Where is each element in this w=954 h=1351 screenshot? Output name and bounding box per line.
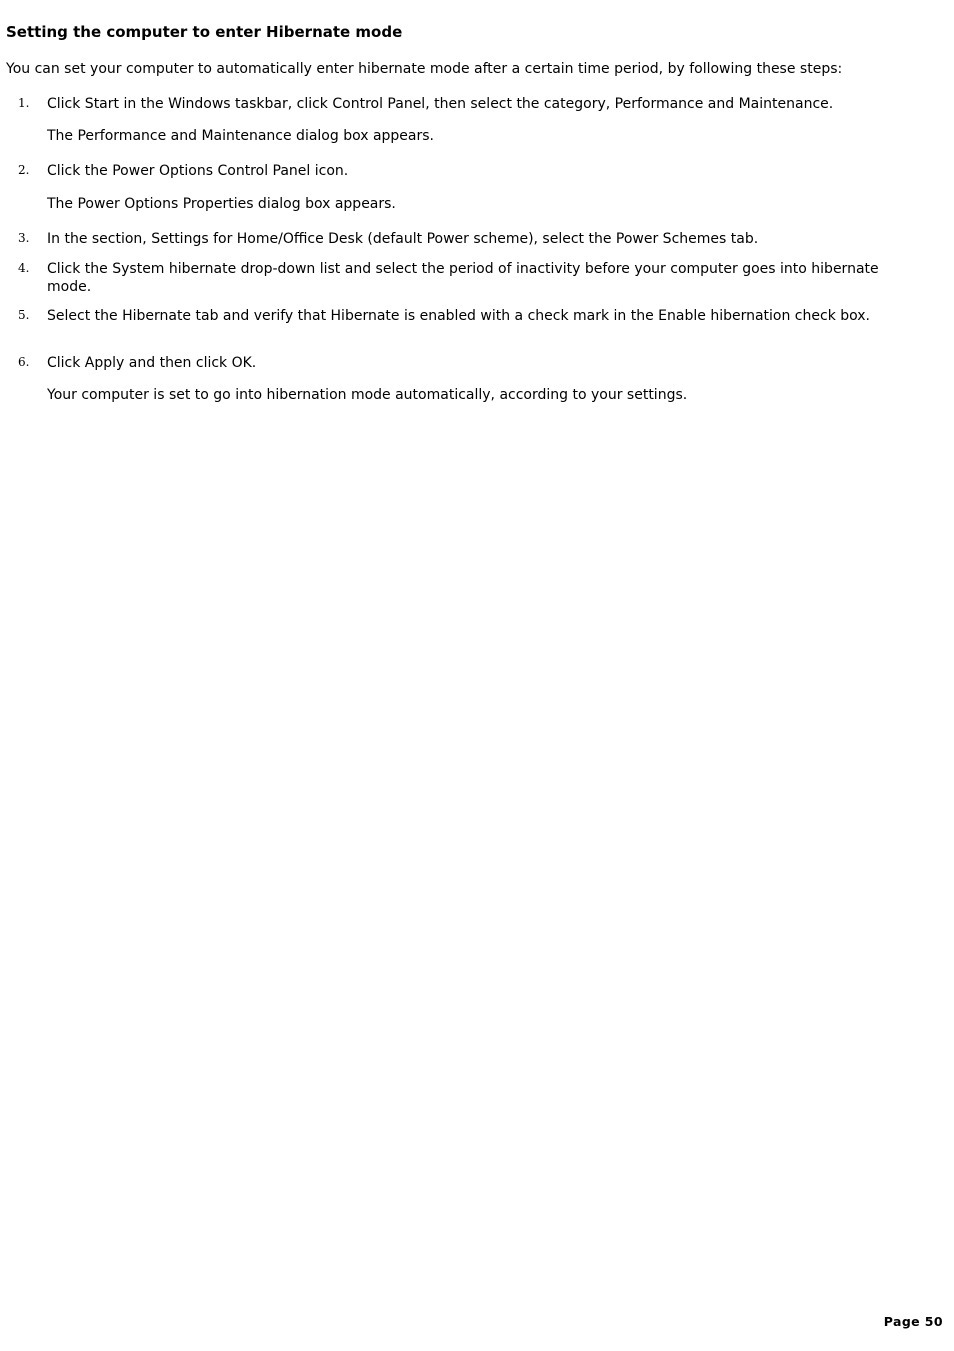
step-text: In the section, Settings for Home/Office Desk (default Power scheme), select the Power Schemes tab. <box>47 231 759 247</box>
page-title: Setting the computer to enter Hibernate mode <box>6 23 403 41</box>
intro-paragraph: You can set your computer to automatically enter hibernate mode after a certain time period, by following these steps: <box>6 61 843 77</box>
step-text: Click Apply and then click OK. <box>47 355 257 371</box>
step-number: 1. <box>18 96 30 110</box>
step-note: The Performance and Maintenance dialog box appears. <box>47 128 435 144</box>
page-number: Page 50 <box>883 1314 943 1329</box>
step-text: Click the Power Options Control Panel icon. <box>47 163 349 179</box>
step-text: Click the System hibernate drop-down list and select the period of inactivity before your computer goes into hibernate mode. <box>47 261 879 295</box>
step-note: Your computer is set to go into hibernation mode automatically, according to your settings. <box>47 387 688 403</box>
step-text: Click Start in the Windows taskbar, click Control Panel, then select the category, Performance and Maintenance. <box>47 96 834 112</box>
step-note: The Power Options Properties dialog box appears. <box>47 196 396 212</box>
step-number: 3. <box>18 231 30 245</box>
step-number: 5. <box>18 308 30 322</box>
step-number: 4. <box>18 261 30 275</box>
step-text: Select the Hibernate tab and verify that Hibernate is enabled with a check mark in the Enable hibernation check box. <box>47 308 871 324</box>
step-number: 6. <box>18 355 30 369</box>
step-number: 2. <box>18 163 30 177</box>
